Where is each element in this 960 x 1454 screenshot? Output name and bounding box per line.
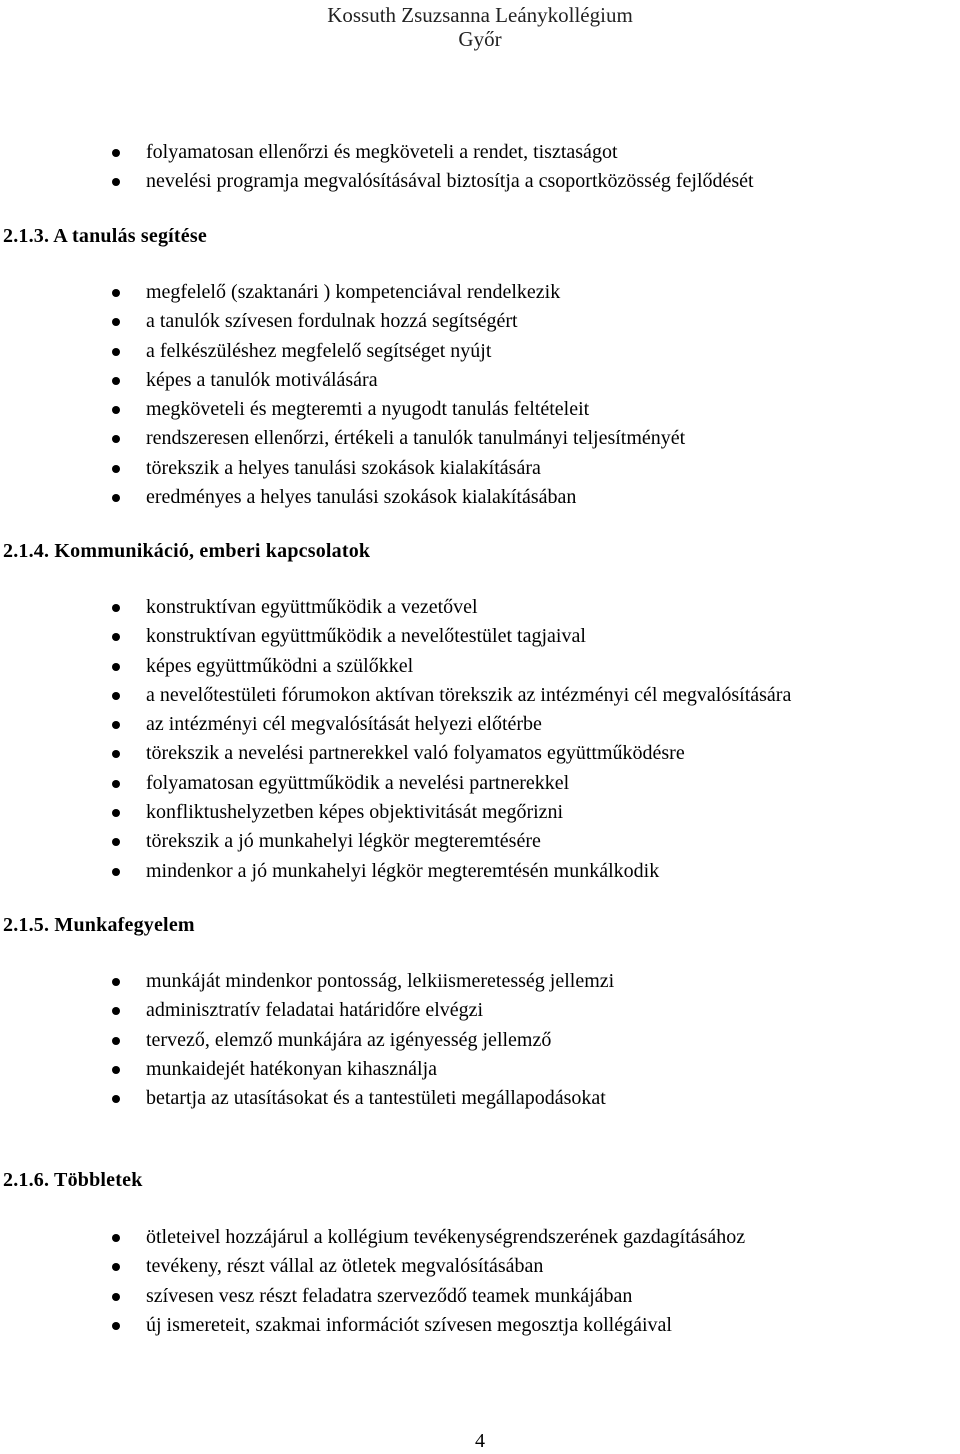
- bullet-icon: [112, 178, 120, 186]
- bullet-icon: [112, 809, 120, 817]
- bullet-icon: [112, 435, 120, 443]
- list-item: az intézményi cél megvalósítását helyezi előtérbe: [0, 710, 960, 739]
- section-list-tanulas: [0, 278, 960, 512]
- bullet-icon: [112, 348, 120, 356]
- bullet-icon: [112, 1293, 120, 1301]
- bullet-icon: [112, 465, 120, 473]
- list-item: törekszik a jó munkahelyi légkör megteremtésére: [0, 827, 960, 856]
- list-item: tevékeny, részt vállal az ötletek megvalósításában: [0, 1252, 960, 1281]
- header-city: Győr: [458, 27, 502, 51]
- bullet-icon: [112, 1263, 120, 1271]
- list-item: munkáját mindenkor pontosság, lelkiismeretesség jellemzi: [0, 967, 960, 996]
- bullet-icon: [112, 1322, 120, 1330]
- list-item: munkaidejét hatékonyan kihasználja: [0, 1055, 960, 1084]
- section-title-kommunikacio: 2.1.4. Kommunikáció, emberi kapcsolatok: [3, 540, 371, 562]
- bullet-icon: [112, 663, 120, 671]
- bullet-icon: [112, 377, 120, 385]
- bullet-icon: [112, 604, 120, 612]
- list-item: törekszik a nevelési partnerekkel való folyamatos együttműködésre: [0, 739, 960, 768]
- section-list-kommunikacio: [0, 593, 960, 886]
- intro-list: [0, 138, 960, 197]
- bullet-icon: [112, 494, 120, 502]
- bullet-icon: [112, 1037, 120, 1045]
- list-item: eredményes a helyes tanulási szokások kialakításában: [0, 483, 960, 512]
- bullet-icon: [112, 406, 120, 414]
- list-item: a nevelőtestületi fórumokon aktívan törekszik az intézményi cél megvalósítására: [0, 681, 960, 710]
- list-item: szívesen vesz részt feladatra szerveződő teamek munkájában: [0, 1282, 960, 1311]
- list-item: konfliktushelyzetben képes objektivitását megőrizni: [0, 798, 960, 827]
- list-item: folyamatosan együttműködik a nevelési partnerekkel: [0, 769, 960, 798]
- bullet-icon: [112, 750, 120, 758]
- bullet-icon: [112, 318, 120, 326]
- bullet-icon: [112, 633, 120, 641]
- section-title-tanulas: 2.1.3. A tanulás segítése: [3, 225, 207, 247]
- bullet-icon: [112, 838, 120, 846]
- section-title-munkafegyelem: 2.1.5. Munkafegyelem: [3, 914, 195, 936]
- list-item: törekszik a helyes tanulási szokások kialakítására: [0, 454, 960, 483]
- list-item: rendszeresen ellenőrzi, értékeli a tanulók tanulmányi teljesítményét: [0, 424, 960, 453]
- list-item: megköveteli és megteremti a nyugodt tanulás feltételeit: [0, 395, 960, 424]
- bullet-icon: [112, 1066, 120, 1074]
- section-list-tobbletek: [0, 1223, 960, 1340]
- list-item: konstruktívan együttműködik a vezetővel: [0, 593, 960, 622]
- page-number: 4: [475, 1430, 485, 1452]
- bullet-icon: [112, 868, 120, 876]
- section-title-tobbletek: 2.1.6. Többletek: [3, 1169, 143, 1191]
- header-institution: Kossuth Zsuzsanna Leánykollégium: [327, 3, 633, 27]
- list-item: mindenkor a jó munkahelyi légkör megteremtésén munkálkodik: [0, 857, 960, 886]
- bullet-icon: [112, 149, 120, 157]
- bullet-icon: [112, 780, 120, 788]
- list-item: adminisztratív feladatai határidőre elvégzi: [0, 996, 960, 1025]
- list-item: nevelési programja megvalósításával biztosítja a csoportközösség fejlődését: [0, 167, 960, 196]
- list-item: folyamatosan ellenőrzi és megköveteli a rendet, tisztaságot: [0, 138, 960, 167]
- list-item: képes a tanulók motiválására: [0, 366, 960, 395]
- bullet-icon: [112, 1095, 120, 1103]
- list-item: betartja az utasításokat és a tantestületi megállapodásokat: [0, 1084, 960, 1113]
- list-item: konstruktívan együttműködik a nevelőtestület tagjaival: [0, 622, 960, 651]
- list-item: a felkészüléshez megfelelő segítséget nyújt: [0, 337, 960, 366]
- list-item: képes együttműködni a szülőkkel: [0, 652, 960, 681]
- list-item: tervező, elemző munkájára az igényesség jellemző: [0, 1026, 960, 1055]
- section-list-munkafegyelem: [0, 967, 960, 1113]
- list-item: új ismereteit, szakmai információt szívesen megosztja kollégáival: [0, 1311, 960, 1340]
- bullet-icon: [112, 978, 120, 986]
- list-item: megfelelő (szaktanári ) kompetenciával rendelkezik: [0, 278, 960, 307]
- bullet-icon: [112, 692, 120, 700]
- bullet-icon: [112, 1234, 120, 1242]
- list-item: ötleteivel hozzájárul a kollégium tevékenységrendszerének gazdagításához: [0, 1223, 960, 1252]
- bullet-icon: [112, 1007, 120, 1015]
- bullet-icon: [112, 289, 120, 297]
- bullet-icon: [112, 721, 120, 729]
- list-item: a tanulók szívesen fordulnak hozzá segítségért: [0, 307, 960, 336]
